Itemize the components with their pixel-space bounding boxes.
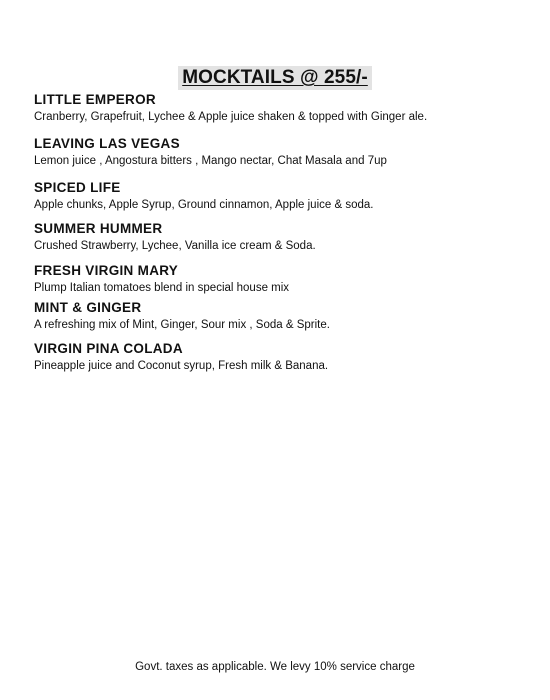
menu-item-description: A refreshing mix of Mint, Ginger, Sour mix , Soda & Sprite. <box>34 319 330 331</box>
menu-item <box>34 340 534 374</box>
menu-item-description: Apple chunks, Apple Syrup, Ground cinnamon, Apple juice & soda. <box>34 199 374 211</box>
menu-item-description: Cranberry, Grapefruit, Lychee & Apple juice shaken & topped with Ginger ale. <box>34 111 428 123</box>
menu-title: MOCKTAILS @ 255/- <box>178 66 372 90</box>
menu-item-name: SPICED LIFE <box>34 180 121 195</box>
menu-item-description: Pineapple juice and Coconut syrup, Fresh milk & Banana. <box>34 360 329 372</box>
menu-item <box>34 262 534 296</box>
menu-item-name: VIRGIN PINA COLADA <box>34 341 183 356</box>
footer-note: Govt. taxes as applicable. We levy 10% service charge <box>135 661 415 673</box>
menu-item-description: Plump Italian tomatoes blend in special house mix <box>34 282 290 294</box>
menu-item-name: SUMMER HUMMER <box>34 221 163 236</box>
menu-item <box>34 299 534 333</box>
menu-title-wrapper <box>0 66 550 90</box>
menu-item <box>34 91 534 125</box>
menu-item-name: MINT & GINGER <box>34 300 142 315</box>
menu-item <box>34 220 534 254</box>
menu-item <box>34 179 534 213</box>
menu-item-name: LEAVING LAS VEGAS <box>34 136 180 151</box>
menu-item-name: LITTLE EMPEROR <box>34 92 156 107</box>
menu-item-description: Crushed Strawberry, Lychee, Vanilla ice cream & Soda. <box>34 240 316 252</box>
menu-item-name: FRESH VIRGIN MARY <box>34 263 179 278</box>
menu-item <box>34 135 534 169</box>
menu-item-description: Lemon juice , Angostura bitters , Mango nectar, Chat Masala and 7up <box>34 155 387 167</box>
